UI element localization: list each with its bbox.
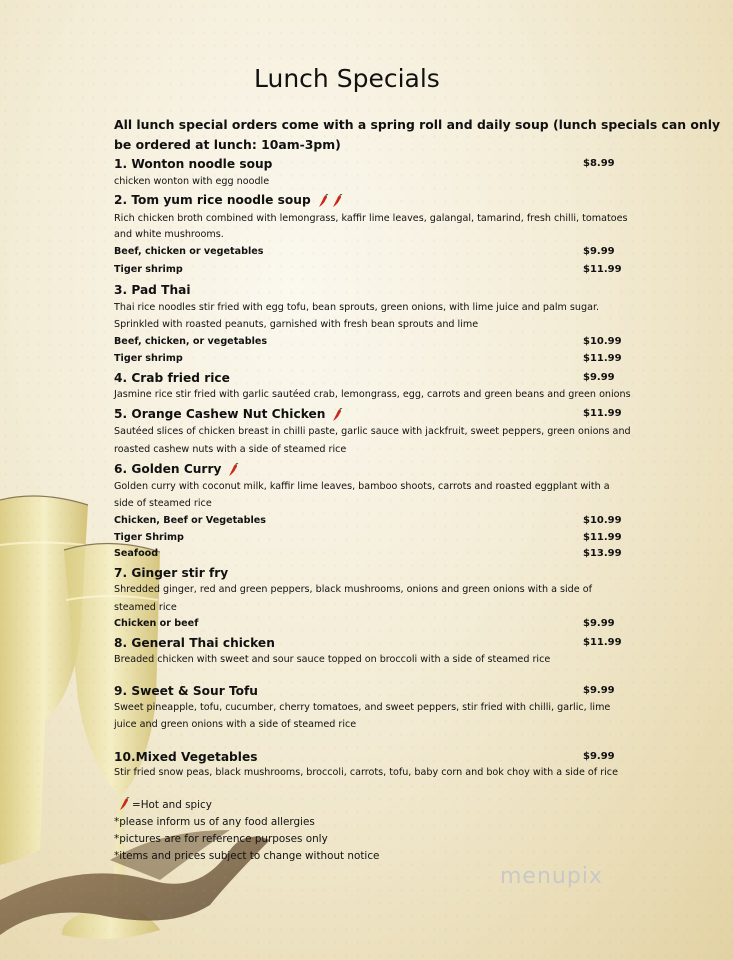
intro-line-2: be ordered at lunch: 10am-3pm) [114, 137, 341, 152]
intro-line-1: All lunch special orders come with a spring roll and daily soup (lunch specials can only [114, 117, 721, 132]
menu-item-description: Sautéed slices of chicken breast in chilli paste, garlic sauce with jackfruit, sweet peppers, green onions and [114, 426, 631, 437]
menu-item-description: Sprinkled with roasted peanuts, garnished with fresh bean sprouts and lime [114, 319, 479, 330]
menu-option-price: $10.99 [583, 515, 622, 526]
menu-item-description: steamed rice [114, 602, 177, 613]
menu-option-price: $11.99 [583, 353, 622, 364]
menu-item-price: $11.99 [583, 637, 622, 648]
menu-item-description: side of steamed rice [114, 498, 212, 509]
menu-item-title: 6. Golden Curry [114, 462, 222, 476]
menu-item-description: and white mushrooms. [114, 229, 224, 240]
menu-item-description: juice and green onions with a side of steamed rice [114, 719, 357, 730]
menu-option-price: $10.99 [583, 336, 622, 347]
menu-item-title: 5. Orange Cashew Nut Chicken [114, 407, 326, 421]
menu-item-description: Shredded ginger, red and green peppers, black mushrooms, onions and green onions with a side of [114, 584, 592, 595]
allergy-note: *please inform us of any food allergies [114, 816, 315, 828]
menu-item-description: Thai rice noodles stir fried with egg tofu, bean sprouts, green onions, with lime juice and palm sugar. [114, 302, 600, 313]
menu-item-description: Rich chicken broth combined with lemongrass, kaffir lime leaves, galangal, tamarind, fresh chilli, tomatoes [114, 213, 628, 224]
page-title: Lunch Specials [254, 64, 440, 93]
menu-option-price: $13.99 [583, 548, 622, 559]
chili-pepper-icon [118, 797, 130, 811]
menu-option-price: $11.99 [583, 264, 622, 275]
menu-item-title: 3. Pad Thai [114, 283, 191, 297]
chili-pepper-icon [331, 408, 343, 422]
menu-option-label: Tiger Shrimp [114, 532, 184, 543]
menu-item-price: $8.99 [583, 158, 615, 169]
menu-item-price: $9.99 [583, 685, 615, 696]
menu-item-description: Golden curry with coconut milk, kaffir lime leaves, bamboo shoots, carrots and roasted eggplant with a [114, 481, 610, 492]
menu-item-description: roasted cashew nuts with a side of steamed rice [114, 444, 347, 455]
menu-item-title: 2. Tom yum rice noodle soup [114, 193, 311, 207]
chili-pepper-icon [227, 463, 239, 477]
pictures-note: *pictures are for reference purposes only [114, 833, 328, 845]
menu-option-price: $9.99 [583, 246, 615, 257]
chili-pepper-icon [331, 194, 343, 208]
menu-item-price: $9.99 [583, 751, 615, 762]
menu-option-label: Beef, chicken, or vegetables [114, 336, 268, 347]
menu-item-description: Sweet pineapple, tofu, cucumber, cherry tomatoes, and sweet peppers, stir fried with chilli, garlic, lime [114, 702, 611, 713]
menu-item-title: 9. Sweet & Sour Tofu [114, 684, 258, 698]
chili-pepper-icon [317, 194, 329, 208]
menu-option-label: Tiger shrimp [114, 353, 183, 364]
watermark: menupix [500, 864, 603, 889]
menu-item-price: $9.99 [583, 372, 615, 383]
menu-item-title: 10.Mixed Vegetables [114, 750, 258, 764]
menu-item-description: Jasmine rice stir fried with garlic sautéed crab, lemongrass, egg, carrots and green beans and green onions [114, 389, 631, 400]
menu-option-label: Chicken, Beef or Vegetables [114, 515, 267, 526]
spicy-legend: =Hot and spicy [132, 799, 212, 811]
menu-option-label: Beef, chicken or vegetables [114, 246, 264, 257]
price-change-note: *items and prices subject to change without notice [114, 850, 380, 862]
menu-option-label: Chicken or beef [114, 618, 199, 629]
menu-option-label: Tiger shrimp [114, 264, 183, 275]
menu-option-price: $9.99 [583, 618, 615, 629]
menu-item-title: 8. General Thai chicken [114, 636, 275, 650]
menu-option-label: Seafood [114, 548, 159, 559]
menu-item-title: 1. Wonton noodle soup [114, 157, 273, 171]
menu-item-price: $11.99 [583, 408, 622, 419]
menu-item-title: 7. Ginger stir fry [114, 566, 229, 580]
menu-option-price: $11.99 [583, 532, 622, 543]
menu-item-title: 4. Crab fried rice [114, 371, 230, 385]
menu-item-description: Stir fried snow peas, black mushrooms, broccoli, carrots, tofu, baby corn and bok choy with a side of rice [114, 767, 618, 778]
menu-item-description: Breaded chicken with sweet and sour sauce topped on broccoli with a side of steamed rice [114, 654, 551, 665]
menu-item-description: chicken wonton with egg noodle [114, 176, 270, 187]
